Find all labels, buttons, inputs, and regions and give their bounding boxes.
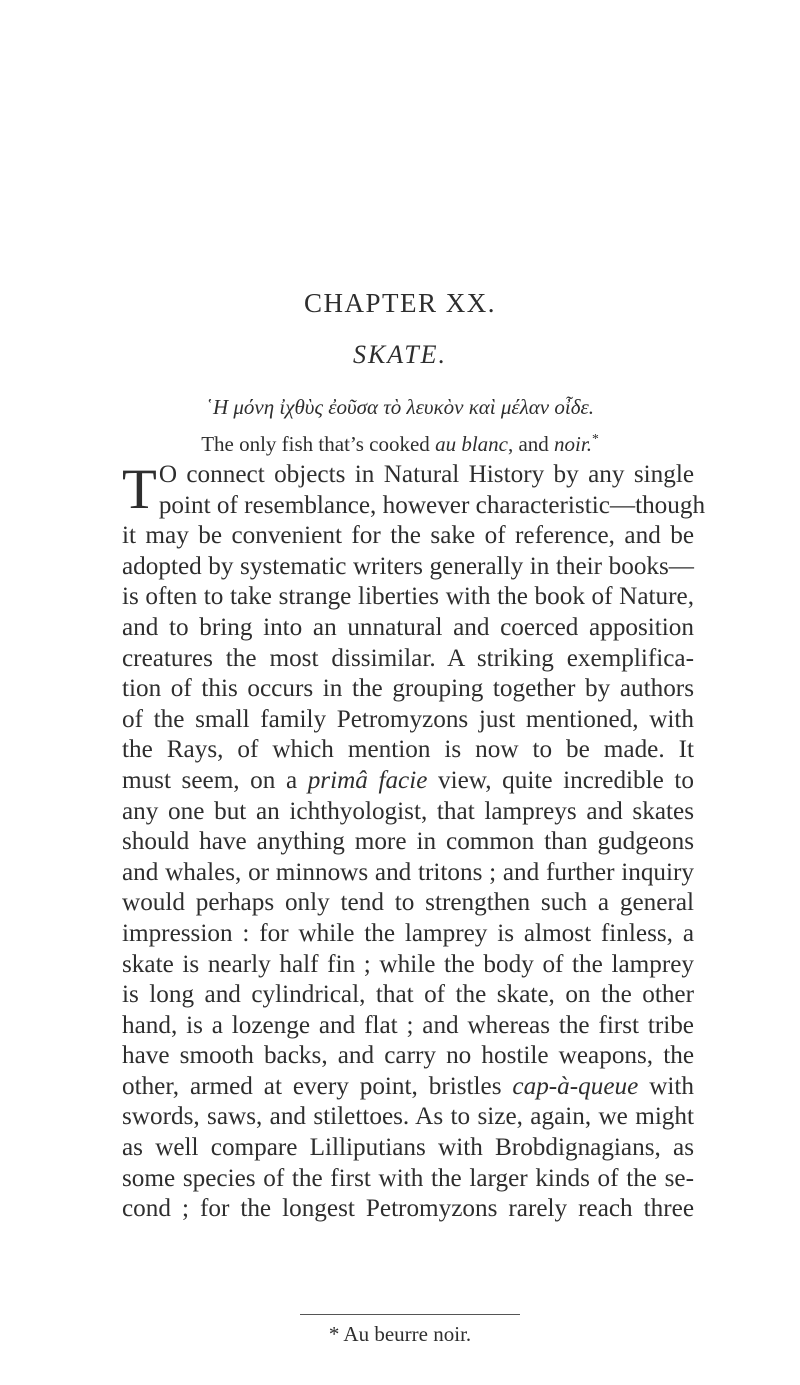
italic-prima-facie: primâ facie xyxy=(307,766,428,794)
text-segment: with xyxy=(638,1072,695,1100)
text-line xyxy=(122,766,694,797)
text-line: swords, saws, and stilettoes. As to size, again, we might xyxy=(122,1103,694,1131)
footnote: * Au beurre noir. xyxy=(328,1322,472,1346)
epigraph-italic-au-blanc: au blanc xyxy=(435,432,508,456)
text-line: and whales, or minnows and tritons ; and further inquiry xyxy=(122,858,694,886)
text-line: O connect objects in Natural History by any single xyxy=(158,461,694,488)
text-line: creatures the most dissimilar. A striking exemplifica- xyxy=(122,644,694,672)
epigraph-greek: ῾Η μόνη ἰχθὺς ἐοῦσα τὸ λευκὸν καὶ μέλαν οἶδε. xyxy=(205,395,595,419)
footnote-marker: * xyxy=(591,431,599,446)
epigraph-text: The only fish that’s cooked xyxy=(201,432,436,456)
text-line: any one but an ichthyologist, that lampreys and skates xyxy=(122,797,694,825)
text-segment: must seem, on a xyxy=(122,766,308,794)
epigraph-italic-noir: noir. xyxy=(554,432,592,456)
body-paragraph xyxy=(122,458,706,1225)
chapter-heading: CHAPTER XX. xyxy=(303,288,496,318)
text-line: it may be convenient for the sake of reference, and be xyxy=(122,522,694,550)
text-line: impression : for while the lamprey is almost finless, a xyxy=(122,919,694,947)
italic-cap-a-queue: cap-à-queue xyxy=(512,1072,639,1100)
text-line: some species of the first with the larger kinds of the se- xyxy=(122,1164,694,1192)
text-line: point of resemblance, however characteristic—though xyxy=(158,491,706,519)
text-line: the Rays, of which mention is now to be made. It xyxy=(122,736,694,764)
epigraph-english xyxy=(0,431,800,457)
text-line: tion of this occurs in the grouping together by authors xyxy=(122,675,694,703)
text-segment: other, armed at every point, bristles xyxy=(122,1072,513,1100)
text-line: skate is nearly half fin ; while the body of the lamprey xyxy=(122,950,694,978)
text-line: cond ; for the longest Petromyzons rarely reach three xyxy=(122,1195,694,1223)
text-line: hand, is a lozenge and flat ; and whereas the first tribe xyxy=(122,1011,694,1039)
drop-cap: T xyxy=(122,458,157,521)
text-line: is long and cylindrical, that of the skate, on the other xyxy=(122,981,694,1009)
text-line: should have anything more in common than gudgeons xyxy=(122,828,694,856)
text-line: adopted by systematic writers generally in their books— xyxy=(122,552,694,580)
text-line: and to bring into an unnatural and coerced apposition xyxy=(122,613,694,641)
footnote-rule xyxy=(300,1314,520,1315)
text-line: as well compare Lilliputians with Brobdignagians, as xyxy=(122,1134,694,1162)
text-line xyxy=(122,1072,694,1103)
text-line: is often to take strange liberties with the book of Nature, xyxy=(122,583,694,611)
text-line: have smooth backs, and carry no hostile weapons, the xyxy=(122,1042,694,1070)
chapter-title: SKATE. xyxy=(352,340,448,369)
text-segment: view, quite incredible to xyxy=(427,766,694,794)
text-line: of the small family Petromyzons just mentioned, with xyxy=(122,705,694,733)
text-line: would perhaps only tend to strengthen such a general xyxy=(122,889,694,917)
epigraph-text: , and xyxy=(507,432,555,456)
